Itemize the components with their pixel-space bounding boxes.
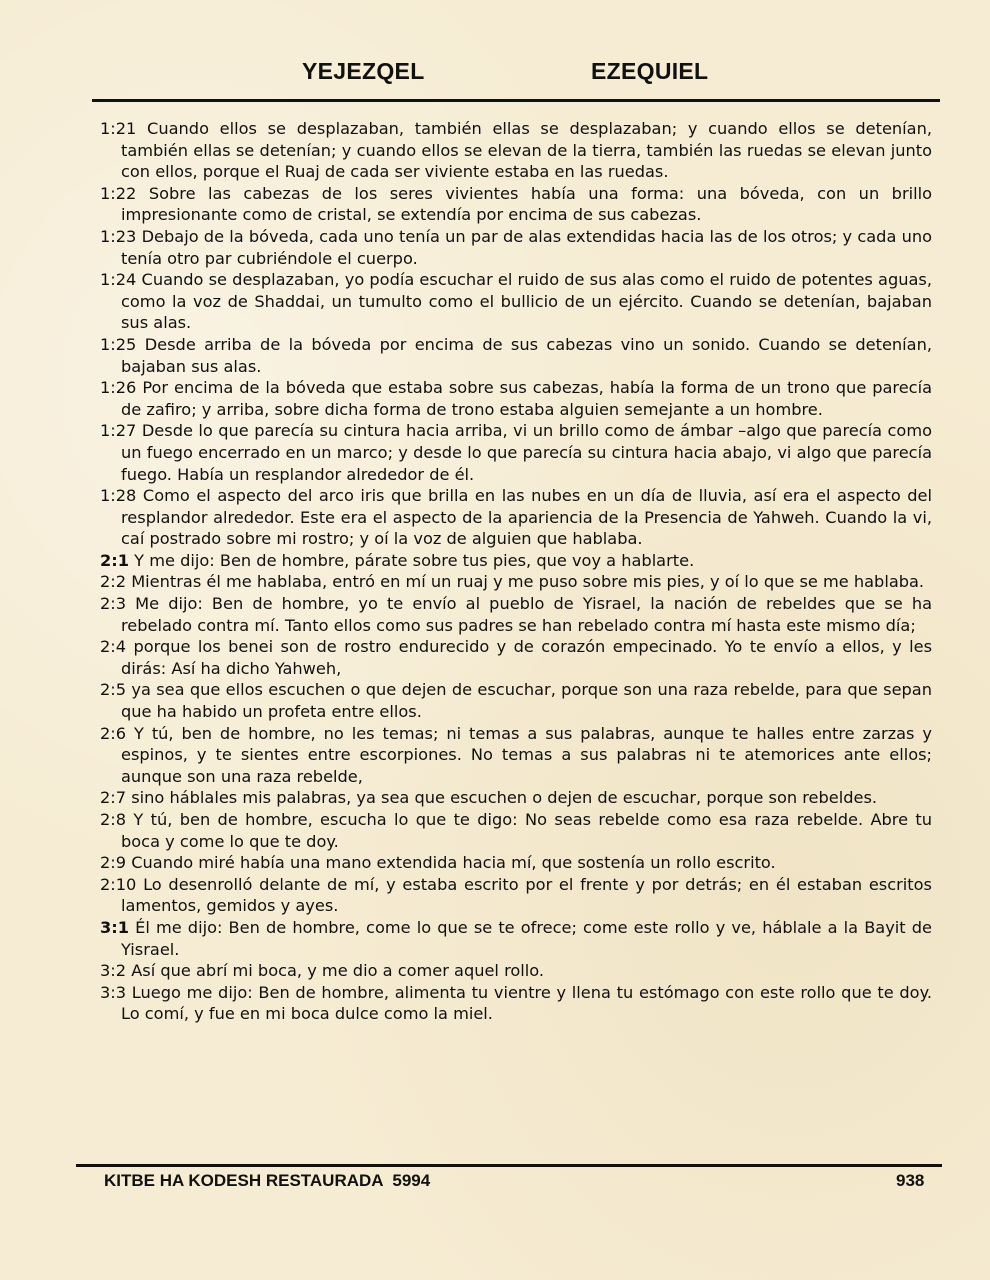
verse-paragraph: [100, 636, 932, 679]
verse-text: Cuando se desplazaban, yo podía escuchar el ruido de sus alas como el ruido de potentes aguas, como la voz de Shaddai, un tumulto como el bullicio de un ejército. Cuando se detenían, bajaban sus alas.: [121, 270, 932, 333]
verse-number: 1:27: [100, 421, 137, 441]
verse-text: Mientras él me hablaba, entró en mí un ruaj y me puso sobre mis pies, y oí lo que se me hablaba.: [131, 572, 925, 592]
verse-paragraph: [100, 874, 932, 917]
page-number: 938: [896, 1171, 925, 1190]
verse-text: Y tú, ben de hombre, no les temas; ni temas a sus palabras, aunque te halles entre zarzas y espinos, y te sientes entre escorpiones. No temas a sus palabras ni te atemorices ante ellos; aunque son una raza rebelde,: [121, 723, 932, 786]
verse-number: 1:25: [100, 334, 137, 354]
verse-text: Él me dijo: Ben de hombre, come lo que se te ofrece; come este rollo y ve, háblale a la Bayit de Yisrael.: [121, 917, 932, 959]
verse-paragraph: [100, 982, 932, 1025]
verse-text: Y me dijo: Ben de hombre, párate sobre tus pies, que voy a hablarte.: [134, 550, 695, 570]
verse-text: Desde arriba de la bóveda por encima de sus cabezas vino un sonido. Cuando se detenían, bajaban sus alas.: [121, 334, 932, 376]
verse-paragraph: [100, 917, 932, 960]
verse-list: [100, 118, 932, 1025]
verse-number: 1:24: [100, 270, 137, 290]
footer-book-title: KITBE HA KODESH RESTAURADA 5994: [104, 1171, 431, 1190]
verse-text: Cuando miré había una mano extendida hacia mí, que sostenía un rollo escrito.: [131, 853, 776, 873]
verse-text: Debajo de la bóveda, cada uno tenía un par de alas extendidas hacia las de los otros; y cada uno tenía otro par cubriéndole el cuerpo.: [121, 226, 932, 268]
verse-number: 1:26: [100, 378, 137, 398]
verse-paragraph: [100, 852, 932, 874]
verse-paragraph: [100, 809, 932, 852]
verse-paragraph: [100, 269, 932, 334]
verse-text: Por encima de la bóveda que estaba sobre sus cabezas, había la forma de un trono que parecía de zafiro; y arriba, sobre dicha forma de trono estaba alguien semejante a un hombre.: [121, 378, 932, 419]
verse-number: 3:3: [100, 982, 127, 1002]
verse-paragraph: [100, 377, 932, 420]
verse-paragraph: [100, 118, 932, 183]
verse-text: Luego me dijo: Ben de hombre, alimenta tu vientre y llena tu estómago con este rollo que te doy. Lo comí, y fue en mi boca dulce como la miel.: [121, 982, 932, 1024]
verse-number: 3:2: [100, 961, 127, 981]
verse-paragraph: [100, 226, 932, 269]
verse-text: Desde lo que parecía su cintura hacia arriba, vi un brillo como de ámbar –algo que parecía como un fuego encerrado en un marco; y desde lo que parecía su cintura hacia abajo, vi algo que parecía fuego. Había un resplandor alrededor de él.: [121, 421, 932, 484]
verse-text: Así que abrí mi boca, y me dio a comer aquel rollo.: [131, 961, 545, 981]
verse-number: 1:28: [100, 486, 137, 506]
verse-paragraph: [100, 550, 932, 572]
verse-number: 2:6: [100, 723, 127, 743]
verse-text: Lo desenrolló delante de mí, y estaba escrito por el frente y por detrás; en él estaban escritos lamentos, gemidos y ayes.: [121, 874, 932, 916]
page-header: [0, 58, 990, 92]
verse-number: 2:5: [100, 680, 127, 700]
verse-paragraph: [100, 787, 932, 809]
verse-text: Sobre las cabezas de los seres vivientes había una forma: una bóveda, con un brillo impresionante como de cristal, se extendía por encima de sus cabezas.: [121, 183, 932, 225]
footer-divider: [76, 1164, 942, 1167]
verse-number: 1:23: [100, 226, 137, 246]
verse-paragraph: [100, 420, 932, 485]
verse-text: Como el aspecto del arco iris que brilla en las nubes en un día de lluvia, así era el aspecto del resplandor alrededor. Este era el aspecto de la apariencia de la Presencia de Yahweh. Cuando la vi, caí postrado sobre mi rostro; y oí la voz de alguien que hablaba.: [121, 486, 932, 549]
verse-number: 2:3: [100, 594, 127, 614]
verse-text: Me dijo: Ben de hombre, yo te envío al pueblo de Yisrael, la nación de rebeldes que se ha rebelado contra mí. Tanto ellos como sus padres se han rebelado contra mí hasta este mismo día;: [121, 594, 932, 635]
header-hebrew-title: YEJEZQEL: [302, 58, 425, 84]
verse-paragraph: [100, 183, 932, 226]
verse-number: 2:8: [100, 810, 127, 829]
verse-paragraph: [100, 960, 932, 982]
verse-text: porque los benei son de rostro endurecido y de corazón empecinado. Yo te envío a ellos, y les dirás: Así ha dicho Yahweh,: [121, 637, 933, 678]
verse-number: 2:4: [100, 637, 127, 657]
verse-text: ya sea que ellos escuchen o que dejen de escuchar, porque son una raza rebelde, para que sepan que ha habido un profeta entre ellos.: [121, 680, 932, 722]
verse-paragraph: [100, 334, 932, 377]
verse-number: 2:1: [100, 550, 129, 570]
verse-number: 2:10: [100, 874, 137, 894]
verse-paragraph: [100, 679, 932, 722]
verse-number: 3:1: [100, 917, 129, 937]
verse-text: Y tú, ben de hombre, escucha lo que te digo: No seas rebelde como esa raza rebelde. Abre tu boca y come lo que te doy.: [121, 810, 932, 851]
verse-number: 2:9: [100, 853, 127, 873]
verse-number: 2:7: [100, 788, 127, 808]
verse-paragraph: [100, 723, 932, 788]
header-spanish-title: EZEQUIEL: [591, 58, 709, 84]
verse-paragraph: [100, 485, 932, 550]
verse-number: 2:2: [100, 572, 127, 592]
verse-text: Cuando ellos se desplazaban, también ellas se desplazaban; y cuando ellos se detenían, también ellas se detenían; y cuando ellos se elevan de la tierra, también las ruedas se elevan junto con ellos, porque el Ruaj de cada ser viviente estaba en las ruedas.: [121, 119, 932, 182]
verse-paragraph: [100, 593, 932, 636]
verse-paragraph: [100, 571, 932, 593]
verse-text: sino háblales mis palabras, ya sea que escuchen o dejen de escuchar, porque son rebeldes.: [131, 788, 878, 808]
header-divider: [92, 99, 940, 102]
verse-number: 1:22: [100, 183, 137, 203]
verse-number: 1:21: [100, 119, 137, 138]
